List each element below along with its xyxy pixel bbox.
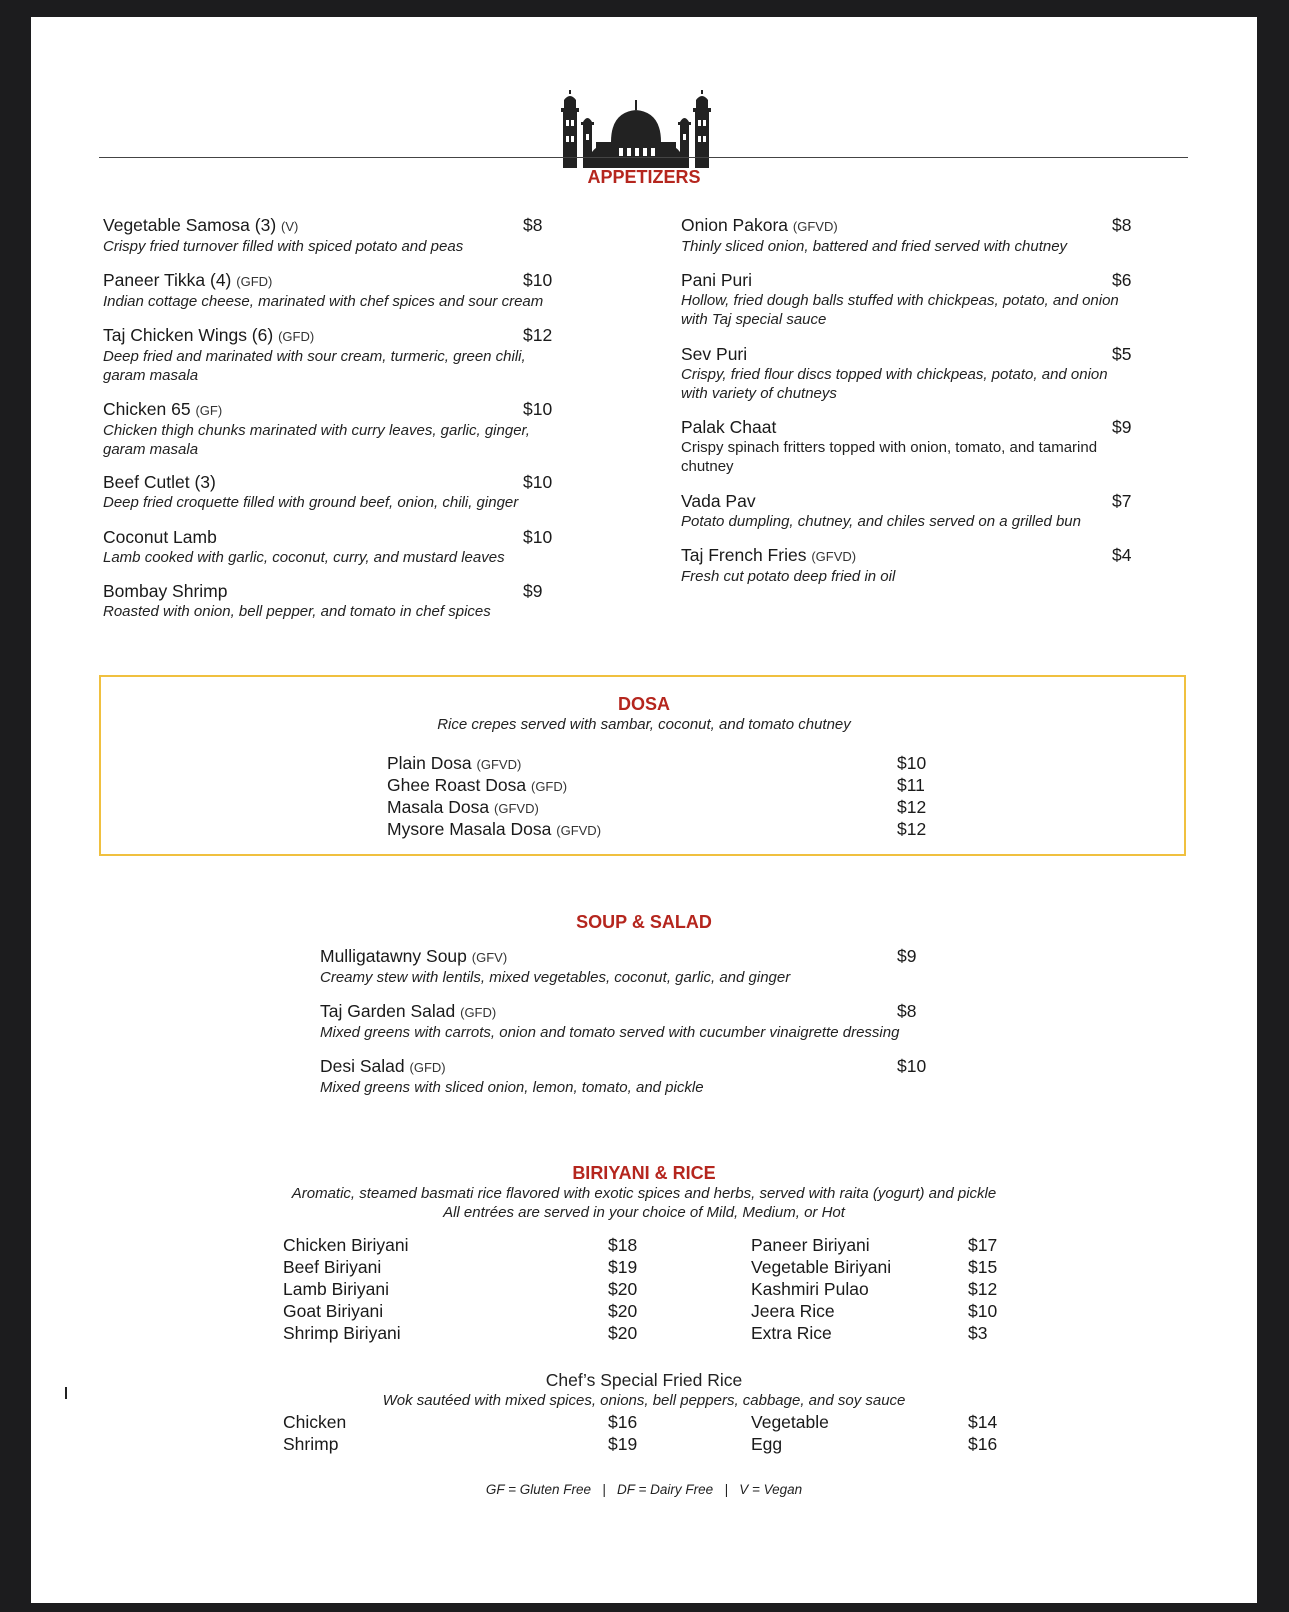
soup-salad-heading: SOUP & SALAD [576,912,712,932]
dosa-diet-tag: (GFVD) [476,757,522,772]
item-description: Fresh cut potato deep fried in oil [681,568,896,585]
dosa-item [387,796,539,820]
item-name: Taj Chicken Wings (6) [103,325,274,345]
item-name: Vegetable Samosa (3) [103,215,277,235]
menu-item [320,1001,899,1042]
item-price: $4 [1112,545,1132,565]
item-price: $5 [1112,344,1132,364]
menu-page [31,17,1257,1603]
fried-rice-title: Chef’s Special Fried Rice [545,1370,743,1390]
item-name: Mulligatawny Soup [320,946,467,966]
menu-item [103,325,526,385]
fried-rice-subtitle: Wok sautéed with mixed spices, onions, bell peppers, cabbage, and soy sauce [382,1392,906,1409]
appetizers-heading: APPETIZERS [587,167,701,187]
biriyani-name: Jeera Rice [751,1301,835,1321]
header-divider [99,157,1188,158]
dosa-price: $12 [897,819,927,839]
item-name-line [681,545,895,567]
item-description: Hollow, fried dough balls stuffed with chickpeas, potato, and onion [681,292,1119,309]
item-diet-tag: (GFD) [278,329,315,344]
item-price: $9 [1112,417,1132,437]
item-price: $10 [523,270,553,290]
item-price: $10 [523,527,553,547]
item-price: $8 [897,1001,917,1021]
item-description-cont: with variety of chutneys [681,385,837,402]
biriyani-price: $12 [968,1279,998,1299]
item-description: Deep fried croquette filled with ground beef, onion, chili, ginger [103,494,519,511]
fried-rice-name: Vegetable [751,1412,829,1432]
item-price: $10 [523,399,553,419]
item-name-line [681,270,1119,291]
menu-item [320,1056,704,1097]
item-diet-tag: (GF) [195,403,223,418]
item-diet-tag: (GFD) [409,1060,446,1075]
item-diet-tag: (GFD) [460,1005,497,1020]
dosa-price: $12 [897,797,927,817]
biriyani-heading: BIRIYANI & RICE [572,1163,716,1183]
mosque-logo-icon [561,90,711,172]
biriyani-price: $19 [608,1257,638,1277]
item-description: Chicken thigh chunks marinated with curry leaves, garlic, ginger, [103,422,530,439]
dosa-item [387,752,521,776]
item-price: $8 [1112,215,1132,235]
biriyani-name: Goat Biriyani [283,1301,384,1321]
biriyani-name: Paneer Biriyani [751,1235,870,1255]
item-name-line [320,946,790,968]
dosa-diet-tag: (GFVD) [556,823,602,838]
biriyani-price: $20 [608,1301,638,1321]
item-name: Vada Pav [681,491,756,511]
item-name: Sev Puri [681,344,748,364]
biriyani-price: $3 [968,1323,988,1343]
item-name-line [103,527,505,548]
item-name: Pani Puri [681,270,753,290]
item-price: $6 [1112,270,1132,290]
biriyani-name: Lamb Biriyani [283,1279,390,1299]
dosa-heading: DOSA [617,694,670,714]
menu-item [681,491,1081,531]
item-description: Mixed greens with carrots, onion and tomato served with cucumber vinaigrette dressing [320,1024,900,1041]
dosa-name: Ghee Roast Dosa [387,775,527,795]
item-description: Lamb cooked with garlic, coconut, curry, and mustard leaves [103,549,505,566]
margin-mark [65,1387,67,1399]
item-price: $12 [523,325,553,345]
item-name-line [681,417,1097,438]
item-description: Crispy spinach fritters topped with onion, tomato, and tamarind [681,439,1098,456]
fried-rice-price: $14 [968,1412,998,1432]
item-diet-tag: (GFVD) [792,219,838,234]
item-name-line [681,344,1108,365]
item-name: Desi Salad [320,1056,405,1076]
item-name: Chicken 65 [103,399,191,419]
item-price: $10 [897,1056,927,1076]
item-description-cont: chutney [681,458,734,475]
menu-item [103,399,530,459]
menu-item [681,417,1097,476]
item-description: Deep fried and marinated with sour cream, turmeric, green chili, [103,348,526,365]
item-price: $9 [897,946,917,966]
menu-item [681,344,1108,403]
item-name: Taj Garden Salad [320,1001,456,1021]
menu-item [103,270,543,311]
biriyani-price: $17 [968,1235,998,1255]
dosa-item [387,774,567,798]
item-name: Onion Pakora [681,215,789,235]
item-name: Taj French Fries [681,545,807,565]
item-name-line [103,472,518,493]
biriyani-name: Vegetable Biriyani [751,1257,892,1277]
item-description: Potato dumpling, chutney, and chiles served on a grilled bun [681,513,1081,530]
item-description-cont: garam masala [103,441,199,458]
biriyani-price: $10 [968,1301,998,1321]
biriyani-name: Kashmiri Pulao [751,1279,869,1299]
item-name: Bombay Shrimp [103,581,228,601]
fried-rice-name: Egg [751,1434,783,1454]
menu-item [681,270,1119,329]
fried-rice-price: $16 [968,1434,998,1454]
item-description: Indian cottage cheese, marinated with chef spices and sour cream [103,293,544,310]
item-name-line [681,215,1067,237]
item-price: $7 [1112,491,1132,511]
item-name-line [103,270,543,292]
item-diet-tag: (GFVD) [811,549,857,564]
item-name-line [103,581,491,602]
item-name-line [103,325,526,347]
biriyani-name: Shrimp Biriyani [283,1323,401,1343]
item-description: Creamy stew with lentils, mixed vegetables, coconut, garlic, and ginger [320,969,791,986]
biriyani-name: Extra Rice [751,1323,832,1343]
menu-item [103,215,463,256]
item-name-line [681,491,1081,512]
dosa-price: $11 [897,775,925,795]
biriyani-price: $15 [968,1257,998,1277]
fried-rice-name: Shrimp [283,1434,339,1454]
dosa-diet-tag: (GFVD) [494,801,539,816]
item-name-line [103,215,463,237]
item-name: Paneer Tikka (4) [103,270,232,290]
biriyani-name: Chicken Biriyani [283,1235,409,1255]
item-description-cont: with Taj special sauce [681,311,827,328]
biriyani-price: $18 [608,1235,638,1255]
item-description: Crispy, fried flour discs topped with chickpeas, potato, and onion [681,366,1108,383]
item-description: Mixed greens with sliced onion, lemon, tomato, and pickle [320,1079,704,1096]
item-name: Palak Chaat [681,417,777,437]
menu-item [681,215,1067,256]
biriyani-price: $20 [608,1323,638,1343]
item-price: $10 [523,472,553,492]
dietary-legend: GF = Gluten Free | DF = Dairy Free | V = Vegan [485,1482,803,1497]
item-description: Crispy fried turnover filled with spiced potato and peas [103,238,464,255]
menu-item [681,545,895,586]
menu-item [103,581,491,621]
item-name: Beef Cutlet (3) [103,472,216,492]
dosa-diet-tag: (GFD) [530,779,568,794]
item-name-line [103,399,530,421]
fried-rice-price: $19 [608,1434,638,1454]
menu-item [103,527,505,567]
dosa-price: $10 [897,753,927,773]
dosa-name: Mysore Masala Dosa [387,819,552,839]
item-diet-tag: (GFD) [236,274,273,289]
item-description: Thinly sliced onion, battered and fried served with chutney [681,238,1068,255]
dosa-subtitle: Rice crepes served with sambar, coconut, and tomato chutney [437,716,851,733]
dosa-name: Plain Dosa [387,753,472,773]
item-name-line [320,1056,704,1078]
item-description: Roasted with onion, bell pepper, and tomato in chef spices [103,603,491,620]
biriyani-name: Beef Biriyani [283,1257,382,1277]
item-description-cont: garam masala [103,367,199,384]
item-name-line [320,1001,899,1023]
item-diet-tag: (V) [281,219,299,234]
item-price: $9 [523,581,543,601]
biriyani-subtitle-1: Aromatic, steamed basmati rice flavored with exotic spices and herbs, served with raita (yogurt) and pickle [291,1185,997,1202]
biriyani-price: $20 [608,1279,638,1299]
fried-rice-name: Chicken [283,1412,347,1432]
biriyani-subtitle-2: All entrées are served in your choice of Mild, Medium, or Hot [443,1204,845,1221]
item-name: Coconut Lamb [103,527,217,547]
fried-rice-price: $16 [608,1412,638,1432]
dosa-name: Masala Dosa [387,797,490,817]
item-price: $8 [523,215,543,235]
item-diet-tag: (GFV) [471,950,508,965]
menu-item [103,472,518,512]
menu-item [320,946,790,987]
dosa-item [387,818,601,842]
